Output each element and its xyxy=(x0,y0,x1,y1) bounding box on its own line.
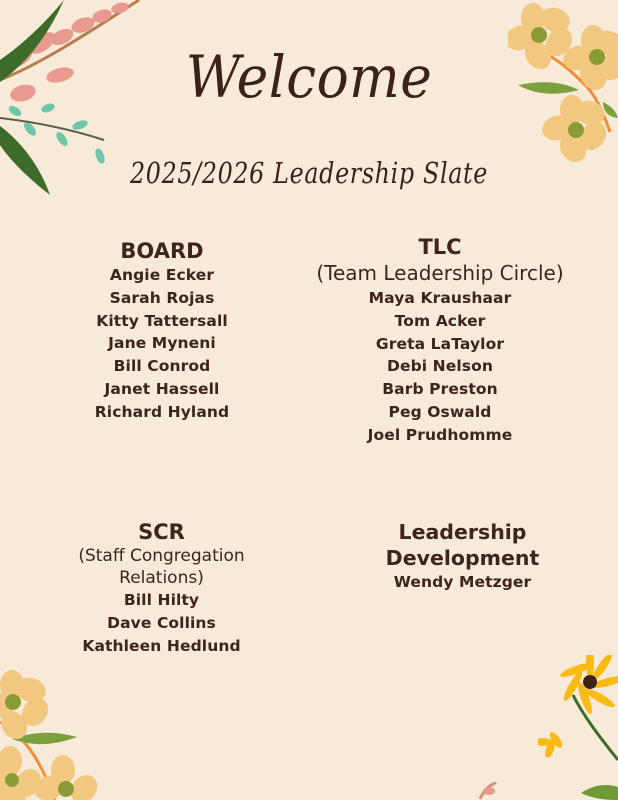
small-yellow-flower-icon xyxy=(538,730,564,758)
green-leaf-icon-lower xyxy=(0,126,50,195)
leadership-development-member: Wendy Metzger xyxy=(393,573,532,591)
board-member: Kitty Tattersall xyxy=(96,311,228,330)
board-member: Jane Myneni xyxy=(108,334,216,353)
board-section xyxy=(68,238,256,424)
scr-section xyxy=(39,519,284,657)
tlc-member: Peg Oswald xyxy=(388,402,492,421)
leadership-development-heading: Leadership Development xyxy=(385,520,540,570)
peach-flower-icon-right xyxy=(31,755,102,800)
tlc-member: Debi Nelson xyxy=(387,357,493,376)
board-member: Bill Conrod xyxy=(113,357,211,376)
welcome-title: Welcome xyxy=(185,43,433,111)
scr-member: Bill Hilty xyxy=(123,591,200,609)
tlc-member: Tom Acker xyxy=(394,311,486,330)
leadership-slate-subtitle: 2025/2026 Leadership Slate xyxy=(130,156,488,190)
bottom-right-botanical-illustration xyxy=(538,655,618,800)
tlc-heading: TLC xyxy=(418,235,462,259)
tlc-member: Maya Kraushaar xyxy=(368,289,512,307)
tlc-member: Greta LaTaylor xyxy=(375,334,505,353)
board-member: Angie Ecker xyxy=(109,266,215,284)
tlc-subheading: (Team Leadership Circle) xyxy=(316,261,564,285)
tlc-member: Barb Preston xyxy=(382,380,498,399)
teal-leaf-branch-icon xyxy=(0,118,104,140)
bottom-left-botanical-illustration xyxy=(0,665,110,800)
leadership-development-section xyxy=(330,519,595,594)
board-member: Janet Hassell xyxy=(104,379,220,398)
scr-member: Kathleen Hedlund xyxy=(82,636,241,655)
tlc-section xyxy=(315,234,565,447)
bottom-pink-bud-icon xyxy=(478,782,502,800)
tlc-member: Joel Prudhomme xyxy=(367,425,513,444)
yellow-daisy-icon xyxy=(559,655,618,715)
scr-heading: SCR xyxy=(138,520,185,544)
board-member: Richard Hyland xyxy=(94,402,230,421)
board-member: Sarah Rojas xyxy=(109,288,215,307)
scr-member: Dave Collins xyxy=(107,613,216,632)
green-leaf-icon xyxy=(581,785,618,800)
board-heading: BOARD xyxy=(120,239,204,263)
scr-subheading: (Staff Congregation Relations) xyxy=(78,546,245,588)
